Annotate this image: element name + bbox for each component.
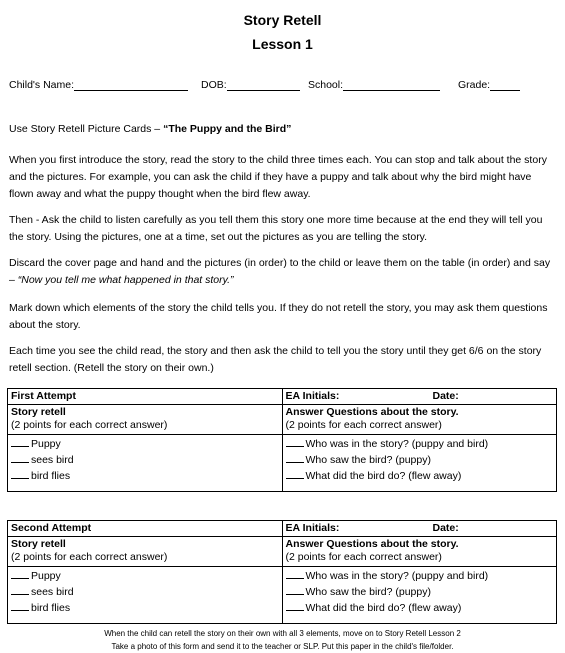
ea-date-cell[interactable] (282, 389, 557, 405)
list-item[interactable]: What did the bird do? (flew away) (286, 600, 554, 616)
list-item[interactable]: Puppy (11, 568, 279, 584)
childs-name-label: Child's Name: (9, 79, 75, 91)
list-item[interactable]: Who saw the bird? (puppy) (286, 452, 554, 468)
answer-questions-note: (2 points for each correct answer) (285, 551, 442, 563)
instructions-paragraph-3 (9, 255, 557, 289)
story-retell-note: (2 points for each correct answer) (11, 419, 168, 431)
story-retell-heading: Story retell (11, 538, 66, 550)
instructions-paragraph-5: Each time you see the child read, the story and then ask the child to tell you the story until they get 6/6 on the story retell section. (Retell the story on their own.) (9, 345, 542, 374)
childs-name-field[interactable] (9, 79, 74, 91)
story-retell-items (8, 435, 283, 492)
list-item[interactable]: sees bird (11, 584, 279, 600)
instructions-paragraph-1: When you first introduce the story, read the story to the child three times each. You can stop and talk about the story and the pictures. For example, you can ask the child if they have a puppy and talk about why the bird might have flown away and what the puppy thought when the bird flew away. (9, 154, 547, 200)
dob-line (227, 79, 300, 91)
list-item[interactable]: Who was in the story? (puppy and bird) (286, 436, 554, 452)
ea-initials-label: EA Initials: (285, 390, 340, 402)
dob-field[interactable] (201, 79, 227, 91)
attempt-label: Second Attempt (8, 521, 283, 537)
story-title: “The Puppy and the Bird” (163, 123, 292, 135)
school-line (343, 79, 440, 91)
footer-note-1: When the child can retell the story on their own with all 3 elements, move on to Story Retell Lesson 2 (104, 629, 461, 638)
childs-name-line (74, 79, 188, 91)
story-retell-header (8, 405, 283, 435)
first-attempt-table (7, 388, 557, 492)
list-item[interactable]: sees bird (11, 452, 279, 468)
page-subtitle: Lesson 1 (252, 36, 313, 52)
attempt-label: First Attempt (8, 389, 283, 405)
intro-prefix: Use Story Retell Picture Cards – (9, 123, 164, 135)
story-retell-heading: Story retell (11, 406, 66, 418)
paragraph-3-quote: “Now you tell me what happened in that story.” (17, 274, 234, 286)
footer-note-2: Take a photo of this form and send it to the teacher or SLP. Put this paper in the child's file/folder. (111, 642, 454, 651)
grade-label: Grade: (458, 79, 491, 91)
story-retell-note: (2 points for each correct answer) (11, 551, 168, 563)
list-item[interactable]: Who saw the bird? (puppy) (286, 584, 554, 600)
list-item[interactable]: bird flies (11, 600, 279, 616)
list-item[interactable]: Who was in the story? (puppy and bird) (286, 568, 554, 584)
story-retell-header (8, 537, 283, 567)
grade-line (490, 79, 520, 91)
page-title: Story Retell (243, 12, 322, 28)
date-label: Date: (432, 390, 459, 402)
answer-questions-heading: Answer Questions about the story. (285, 406, 459, 418)
ea-initials-label: EA Initials: (285, 522, 340, 534)
answer-questions-header (282, 405, 557, 435)
ea-date-cell[interactable] (282, 521, 557, 537)
answer-questions-heading: Answer Questions about the story. (285, 538, 459, 550)
dob-label: DOB: (201, 79, 227, 91)
school-field[interactable] (308, 79, 343, 91)
date-label: Date: (432, 522, 459, 534)
school-label: School: (308, 79, 344, 91)
answer-questions-header (282, 537, 557, 567)
list-item[interactable]: What did the bird do? (flew away) (286, 468, 554, 484)
child-info-row (9, 79, 557, 95)
second-attempt-table (7, 520, 557, 624)
story-retell-items (8, 567, 283, 624)
grade-field[interactable] (458, 79, 490, 91)
question-items (282, 567, 557, 624)
instructions-paragraph-4: Mark down which elements of the story the child tells you. If they do not retell the story, you may ask them questions about the story. (9, 302, 548, 331)
list-item[interactable]: bird flies (11, 468, 279, 484)
list-item[interactable]: Puppy (11, 436, 279, 452)
instructions-paragraph-2: Then - Ask the child to listen carefully as you tell them this story one more time because at the end they will tell you the story. Using the pictures, one at a time, set out the pictures as you are telling the story. (9, 214, 543, 243)
paragraph-3-text: Discard the cover page and hand and the pictures (in order) to the child or leave them on the table (in order) and say – (9, 257, 551, 286)
intro-line (9, 121, 557, 138)
answer-questions-note: (2 points for each correct answer) (285, 419, 442, 431)
question-items (282, 435, 557, 492)
